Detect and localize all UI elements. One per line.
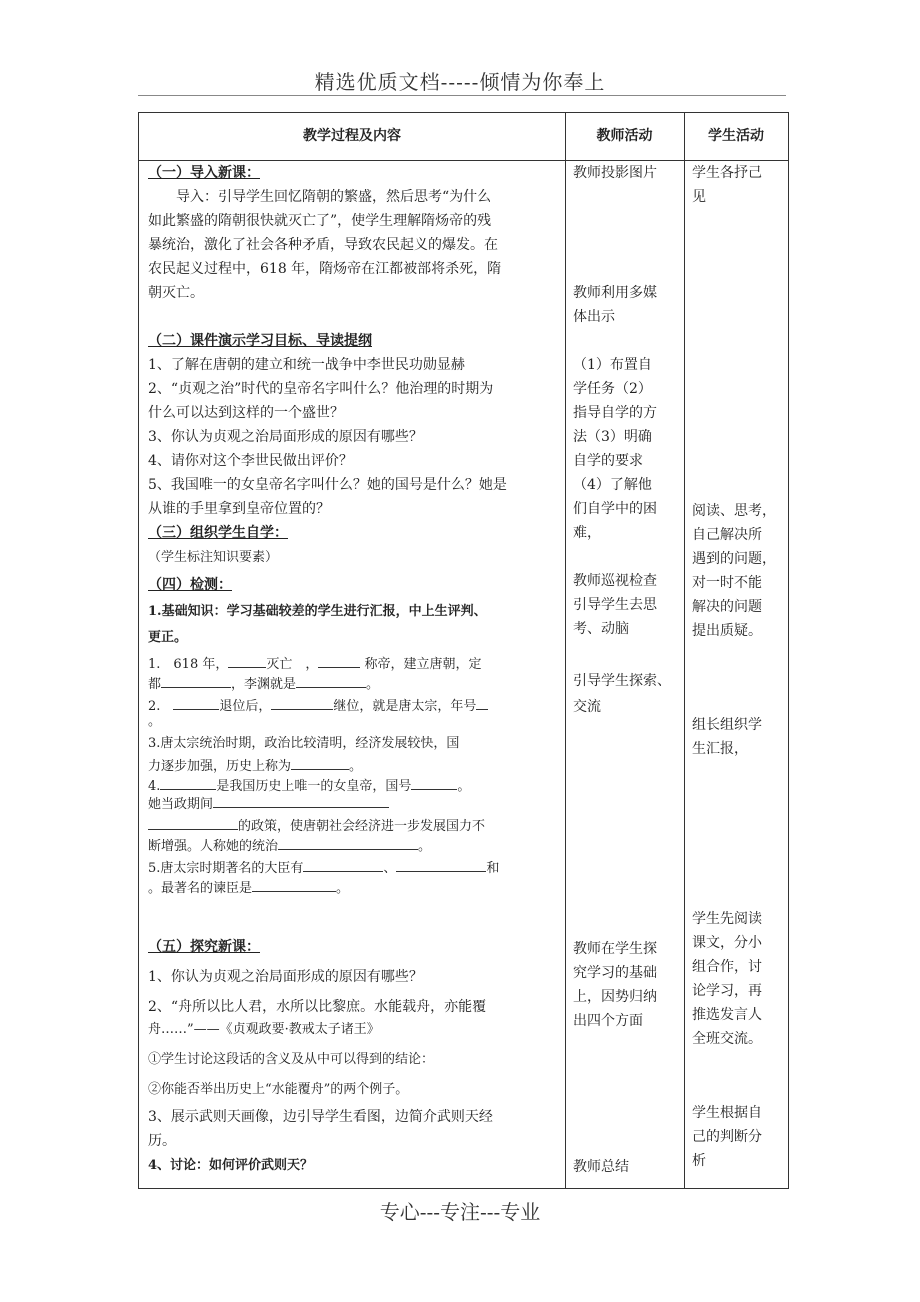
fill-item-4c: 的政策，使唐朝社会经济进一步发展国力不 [148, 815, 485, 837]
teacher-activity-5a: 引导学生探索、 [573, 673, 671, 689]
fill-item-4a: 4. 是我国历史上唯一的女皇帝，国号 。 [148, 775, 470, 797]
intro-line-1: 导入：引导学生回忆隋朝的繁盛，然后思考“为什么 [176, 189, 492, 205]
student-activity-1a: 学生各抒己 [692, 165, 762, 181]
student-activity-5c: 析 [692, 1153, 706, 1169]
column-header-teacher: 教师活动 [596, 128, 653, 144]
lesson-table [138, 112, 789, 1189]
student-activity-1b: 见 [692, 189, 706, 205]
student-activity-2f: 提出质疑。 [692, 623, 762, 639]
fill-item-3a: 3.唐太宗统治时期，政治比较清明，经济发展较快，国 [148, 736, 460, 751]
fill-item-4b: 她当政期间 [148, 793, 389, 815]
fill-item-2: 2. 退位后， 继位，就是唐太宗，年号 [148, 695, 488, 717]
teacher-activity-3b: 学任务（2） [573, 381, 652, 397]
page-header: 精选优质文档-----倾情为你奉上 [314, 70, 606, 94]
outline-item-2a: 2、“贞观之治”时代的皇帝名字叫什么？他治理的时期为 [148, 381, 494, 397]
student-activity-2b: 自己解决所 [692, 527, 762, 543]
outline-item-4: 4、请你对这个李世民做出评价？ [148, 453, 353, 469]
student-activity-4a: 学生先阅读 [692, 911, 762, 927]
teacher-activity-3e: 自学的要求 [573, 453, 643, 469]
teacher-activity-6b: 究学习的基础 [573, 965, 657, 981]
teacher-activity-3f: （4）了解他 [573, 477, 652, 493]
student-activity-2e: 解决的问题 [692, 599, 762, 615]
header-rule [138, 95, 786, 96]
student-activity-3a: 组长组织学 [692, 717, 762, 733]
section-3-note: （学生标注知识要素） [148, 550, 279, 565]
inquiry-item-4: 4、讨论：如何评价武则天？ [148, 1158, 314, 1173]
teacher-activity-3a: （1）布置自 [573, 357, 652, 373]
section-1-title: （一）导入新课： [148, 165, 260, 181]
student-activity-4d: 论学习，再 [692, 983, 762, 999]
inquiry-item-2a: 2、“舟所以比人君，水所以比黎庶。水能载舟，亦能覆 [148, 999, 487, 1015]
teacher-activity-3c: 指导自学的方 [573, 405, 657, 421]
teacher-activity-4b: 引导学生去思 [573, 597, 657, 613]
teacher-activity-3h: 难， [573, 525, 601, 541]
student-activity-4e: 推选发言人 [692, 1007, 762, 1023]
teacher-activity-3g: 们自学中的困 [573, 501, 657, 517]
teacher-column [565, 161, 684, 1188]
inquiry-item-2b: 舟……”——《贞观政要·教戒太子诸王》 [148, 1022, 380, 1037]
teacher-activity-5b: 交流 [573, 699, 601, 715]
teacher-activity-2a: 教师利用多媒 [573, 285, 657, 301]
outline-item-5a: 5、我国唯一的女皇帝名字叫什么？她的国号是什么？她是 [148, 477, 507, 493]
inquiry-item-3a: 3、展示武则天画像，边引导学生看图，边简介武则天经 [148, 1109, 493, 1125]
student-activity-3b: 生汇报， [692, 741, 748, 757]
intro-line-3: 暴统治，激化了社会各种矛盾，导致农民起义的爆发。在 [148, 237, 498, 253]
section-4-subtitle-a: 1.基础知识：学习基础较差的学生进行汇报，中上生评判、 [148, 604, 487, 619]
teacher-activity-7: 教师总结 [573, 1159, 629, 1175]
page-footer: 专心---专注---专业 [379, 1200, 541, 1224]
teacher-activity-4a: 教师巡视检查 [573, 573, 657, 589]
fill-item-1a: 1. 618 年， 灭亡 ， 称帝，建立唐朝，定 [148, 653, 482, 675]
process-column [139, 161, 565, 1188]
teacher-activity-6a: 教师在学生探 [573, 941, 657, 957]
outline-item-2b: 什么可以达到这样的一个盛世？ [148, 405, 344, 421]
student-column [684, 161, 788, 1188]
intro-line-2: 如此繁盛的隋朝很快就灭亡了”，使学生理解隋炀帝的残 [148, 213, 492, 229]
outline-item-3: 3、你认为贞观之治局面形成的原因有哪些？ [148, 429, 423, 445]
outline-item-5b: 从谁的手里拿到皇帝位置的？ [148, 501, 330, 517]
student-activity-2c: 遇到的问题， [692, 551, 776, 567]
outline-item-1: 1、了解在唐朝的建立和统一战争中李世民功勋显赫 [148, 357, 465, 373]
teacher-activity-1: 教师投影图片 [573, 165, 657, 181]
column-header-student: 学生活动 [708, 128, 764, 144]
fill-item-3b: 力逐步加强，历史上称为 。 [148, 755, 362, 777]
teacher-activity-6d: 出四个方面 [573, 1013, 643, 1029]
section-4-subtitle-b: 更正。 [148, 630, 188, 645]
teacher-activity-2b: 体出示 [573, 309, 615, 325]
intro-line-4: 农民起义过程中，618 年，隋炀帝在江都被部将杀死，隋 [148, 261, 502, 277]
student-activity-2a: 阅读、思考， [692, 503, 776, 519]
fill-item-5a: 5.唐太宗时期著名的大臣有 、 和 [148, 857, 499, 879]
fill-item-1b: 都 ，李渊就是 。 [148, 673, 379, 695]
inquiry-item-2d: ②你能否举出历史上“水能覆舟”的两个例子。 [148, 1082, 409, 1097]
section-5-title: （五）探究新课： [148, 939, 260, 955]
section-3-title: （三）组织学生自学： [148, 525, 288, 541]
intro-line-5: 朝灭亡。 [148, 285, 204, 301]
column-header-process: 教学过程及内容 [303, 128, 401, 144]
section-2-title: （二）课件演示学习目标、导读提纲 [148, 333, 372, 349]
student-activity-2d: 对一时不能 [692, 575, 762, 591]
fill-item-5b: 。最著名的谏臣是 。 [148, 877, 349, 899]
student-activity-4f: 全班交流。 [692, 1031, 762, 1047]
student-activity-5b: 己的判断分 [692, 1129, 762, 1145]
student-activity-4b: 课文，分小 [692, 935, 762, 951]
inquiry-item-2c: ①学生讨论这段话的含义及从中可以得到的结论： [148, 1052, 435, 1067]
teacher-activity-4c: 考、动脑 [573, 621, 629, 637]
inquiry-item-1: 1、你认为贞观之治局面形成的原因有哪些？ [148, 969, 423, 985]
student-activity-4c: 组合作，讨 [692, 959, 762, 975]
inquiry-item-3b: 历。 [148, 1133, 176, 1149]
teacher-activity-6c: 上，因势归纳 [573, 989, 657, 1005]
student-activity-5a: 学生根据自 [692, 1105, 762, 1121]
fill-item-2-end: 。 [148, 714, 162, 729]
section-4-title: （四）检测： [148, 577, 232, 593]
fill-item-4d: 断增强。人称她的统治 。 [148, 835, 431, 857]
teacher-activity-3d: 法（3）明确 [573, 429, 652, 445]
